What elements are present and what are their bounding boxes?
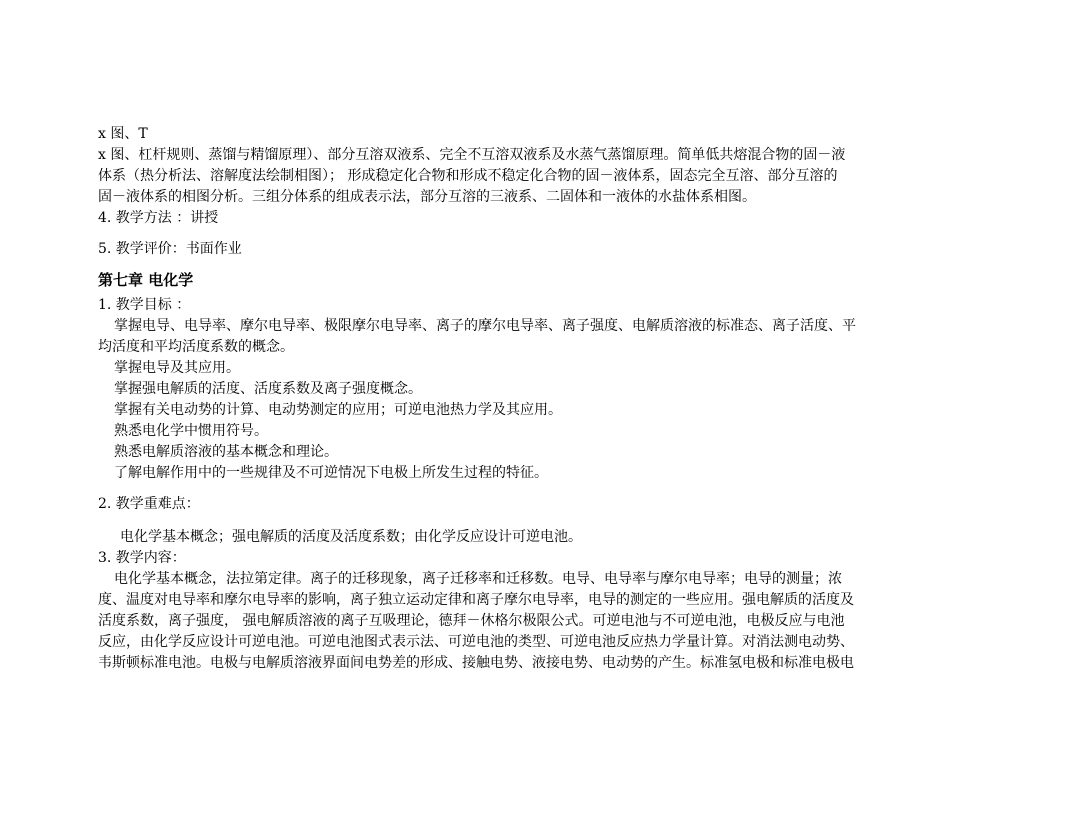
text-line: x 图、T — [98, 126, 148, 142]
text-line: 体系（热分析法、溶解度法绘制相图）； 形成稳定化合物和形成不稳定化合物的固－液体系，固态完全互溶、部分互溶的 — [98, 168, 838, 184]
list-item: 熟悉电解质溶液的基本概念和理论。 — [114, 444, 338, 460]
text-line: 活度系数，离子强度， 强电解质溶液的离子互吸理论，德拜－休格尔极限公式。可逆电池与不可逆电池，电极反应与电池 — [98, 613, 845, 629]
section-objectives: 1. 教学目标 ： — [98, 297, 191, 313]
text-line: 韦斯顿标准电池。电极与电解质溶液界面间电势差的形成、接触电势、液接电势、电动势的产生。标准氢电极和标准电极电 — [98, 655, 854, 671]
list-item: 掌握电导及其应用。 — [114, 360, 240, 376]
section-content: 3. 教学内容： — [98, 550, 186, 566]
text-line: x 图、杠杆规则、蒸馏与精馏原理）、部分互溶双液系、完全不互溶双液系及水蒸气蒸馏原理。简单低共熔混合物的固－液 — [98, 147, 846, 163]
list-item: 了解电解作用中的一些规律及不可逆情况下电极上所发生过程的特征。 — [114, 465, 548, 481]
text-line: 均活度和平均活度系数的概念。 — [98, 339, 294, 355]
text-line: 电化学基本概念，法拉第定律。离子的迁移现象，离子迁移率和迁移数。电导、电导率与摩尔电导率；电导的测量；浓 — [114, 571, 842, 587]
list-item: 掌握强电解质的活度、活度系数及离子强度概念。 — [114, 381, 422, 397]
teaching-evaluation: 5. 教学评价：书面作业 — [98, 241, 242, 257]
list-item: 掌握有关电动势的计算、电动势测定的应用；可逆电池热力学及其应用。 — [114, 402, 562, 418]
text-line: 度、温度对电导率和摩尔电导率的影响，离子独立运动定律和离子摩尔电导率，电导的测定的一些应用。强电解质的活度及 — [98, 592, 854, 608]
list-item: 熟悉电化学中惯用符号。 — [114, 423, 268, 439]
text-line: 反应，由化学反应设计可逆电池。可逆电池图式表示法、可逆电池的类型、可逆电池反应热力学量计算。对消法测电动势、 — [98, 634, 854, 650]
teaching-method: 4. 教学方法 ：讲授 — [98, 210, 219, 226]
text-line: 电化学基本概念；强电解质的活度及活度系数；由化学反应设计可逆电池。 — [120, 529, 582, 545]
text-line: 掌握电导、电导率、摩尔电导率、极限摩尔电导率、离子的摩尔电导率、离子强度、电解质溶液的标准态、离子活度、平 — [114, 318, 856, 334]
chapter-heading: 第七章 电化学 — [98, 271, 194, 289]
document-page — [98, 124, 988, 674]
section-key-points: 2. 教学重难点： — [98, 496, 200, 512]
text-line: 固－液体系的相图分析。三组分体系的组成表示法，部分互溶的三液系、二固体和一液体的水盐体系相图。 — [98, 189, 756, 205]
